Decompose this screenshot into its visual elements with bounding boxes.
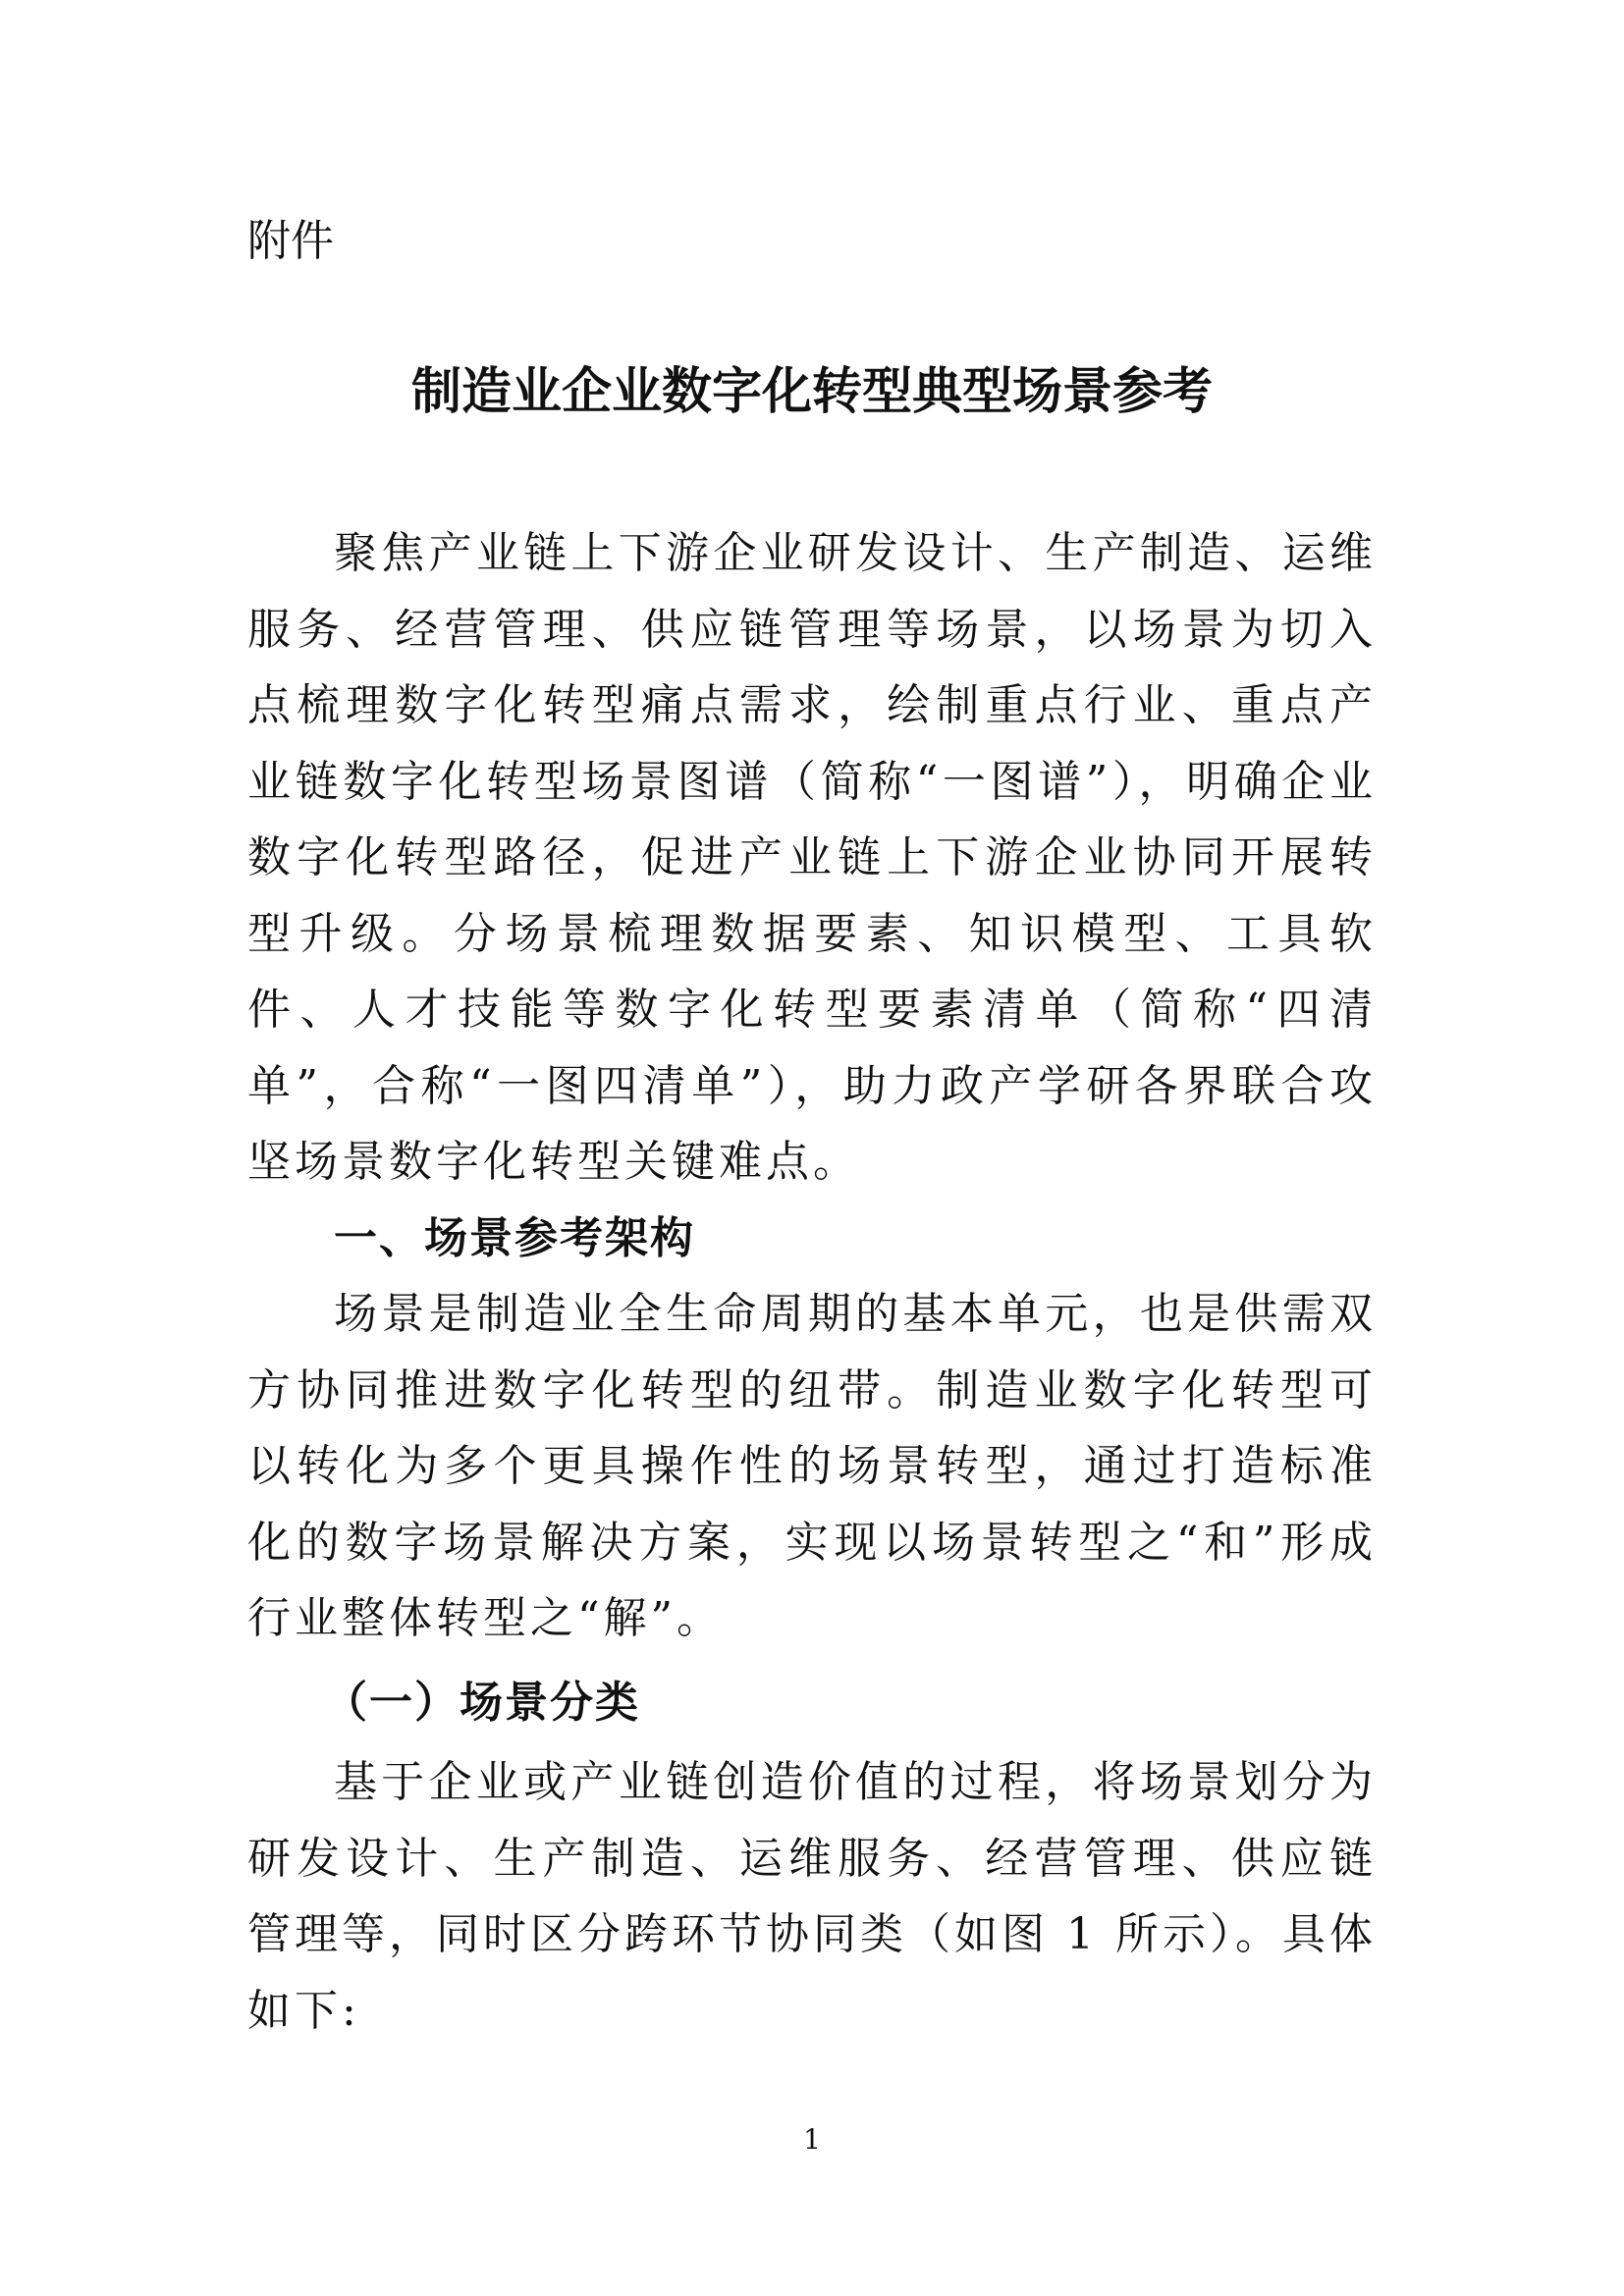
section-heading: 一、场景参考架构 (334, 1212, 695, 1263)
subsection-paragraph: 基于企业或产业链创造价值的过程，将场景划分为研发设计、生产制造、运维服务、经营管理、供应链管理等，同时区分跨环节协同类（如图 1 所示）。具体如下: (247, 1757, 1377, 2036)
page-number: 1 (803, 2123, 821, 2156)
document-title: 制造业企业数字化转型典型场景参考 (410, 362, 1213, 421)
document-body (247, 515, 1377, 2049)
subsection-heading: （一）场景分类 (324, 1677, 640, 1728)
section-paragraph: 场景是制造业全生命周期的基本单元，也是供需双方协同推进数字化转型的纽带。制造业数字化转型可以转化为多个更具操作性的场景转型，通过打造标准化的数字场景解决方案，实现以场景转型之“和”形成行业整体转型之“解”。 (247, 1289, 1377, 1643)
attachment-label: 附件 (247, 216, 334, 266)
intro-paragraph: 聚焦产业链上下游企业研发设计、生产制造、运维服务、经营管理、供应链管理等场景，以场景为切入点梳理数字化转型痛点需求，绘制重点行业、重点产业链数字化转型场景图谱（简称“一图谱”），明确企业数字化转型路径，促进产业链上下游企业协同开展转型升级。分场景梳理数据要素、知识模型、工具软件、人才技能等数字化转型要素清单（简称“四清单”，合称“一图四清单”），助力政产学研各界联合攻坚场景数字化转型关键难点。 (247, 528, 1377, 1187)
